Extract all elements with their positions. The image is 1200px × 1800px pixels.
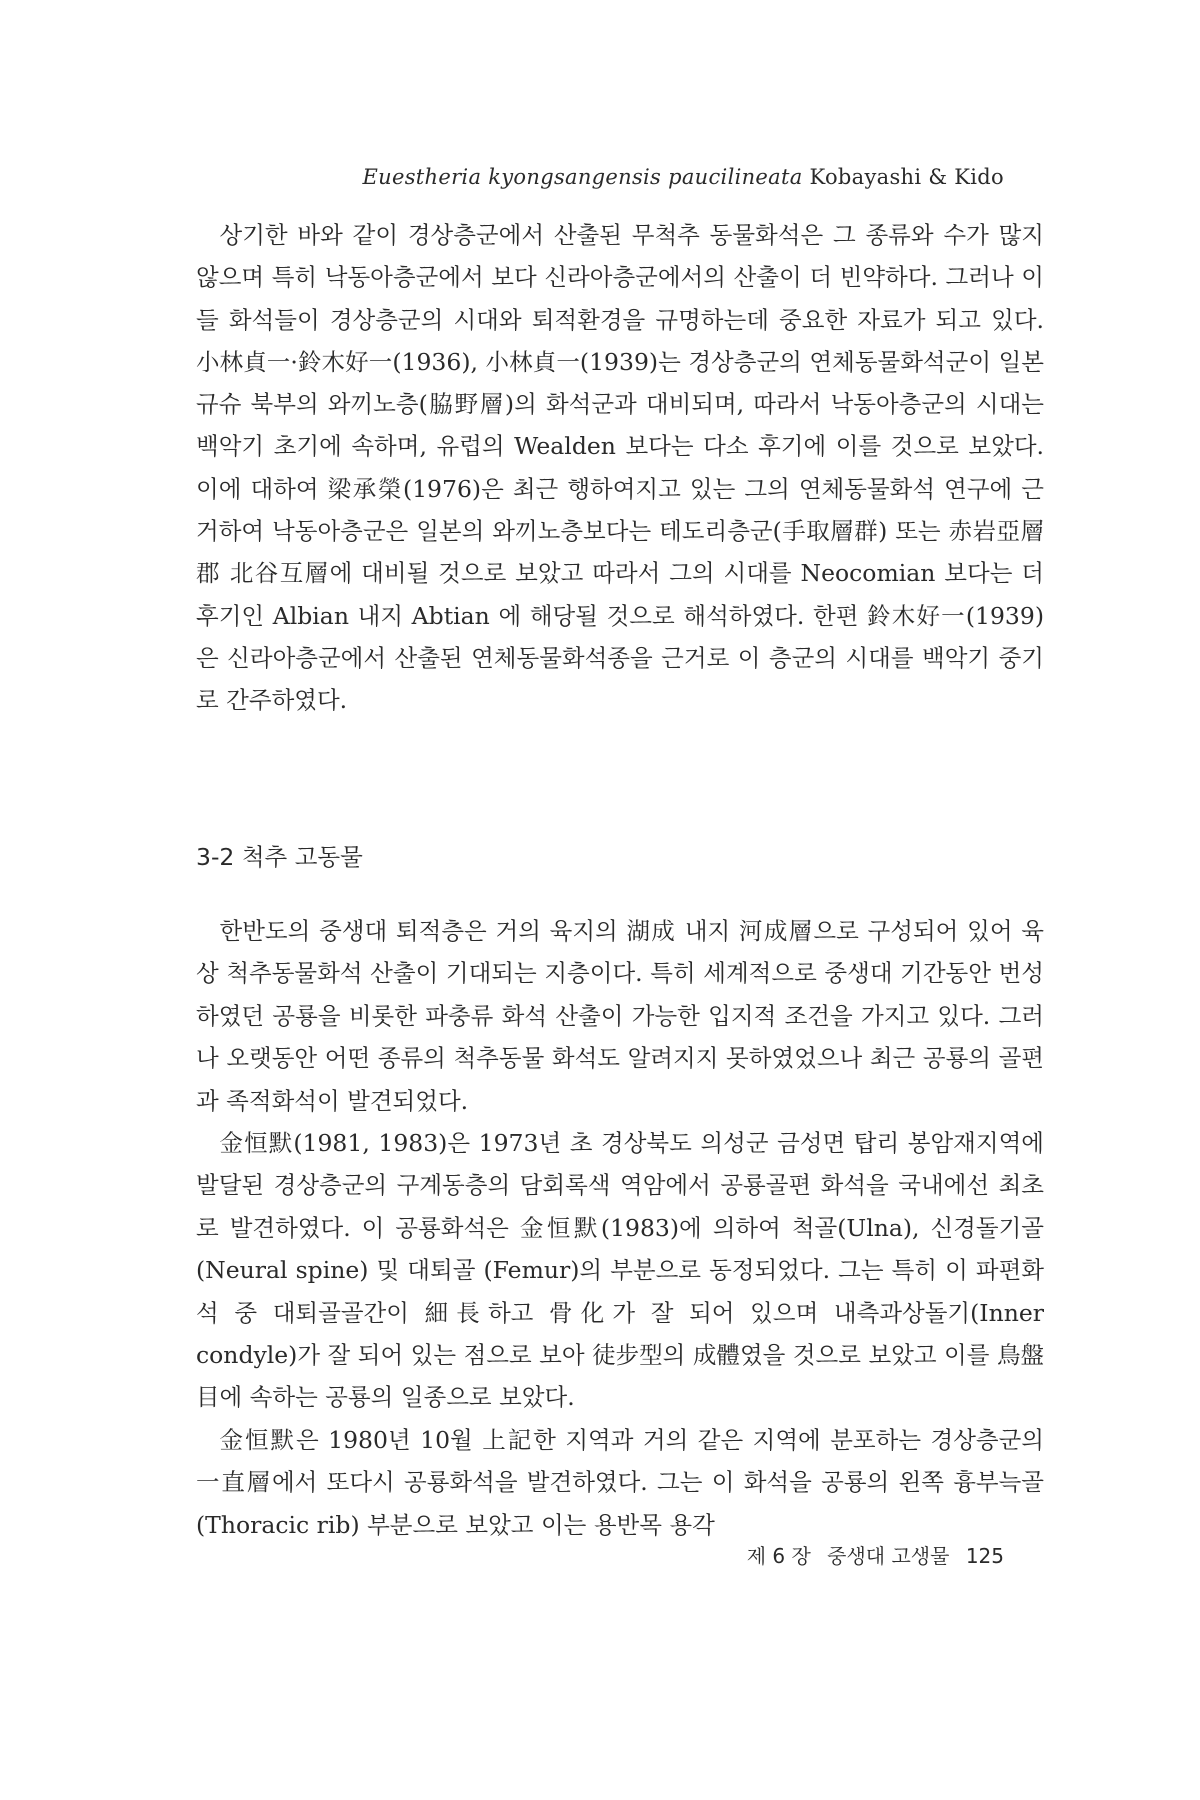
caption-authors: Kobayashi & Kido — [809, 165, 1004, 189]
page-number: 125 — [965, 1544, 1004, 1568]
footer-title: 중생대 고생물 — [827, 1544, 950, 1568]
section-heading: 3-2 척추 고동물 — [196, 843, 363, 871]
paragraph: 金恒默은 1980년 10월 上記한 지역과 거의 같은 지역에 분포하는 경상층군의 一直層에서 또다시 공룡화석을 발견하였다. 그는 이 화석을 공룡의 왼쪽 흉부늑골(Thoracic rib) 부분으로 보았고 이는 용반목 용각 — [196, 1425, 1044, 1539]
paragraph: 金恒默(1981, 1983)은 1973년 초 경상북도 의성군 금성면 탑리 봉암재지역에 발달된 경상층군의 구계동층의 담회록색 역암에서 공룡골편 화석을 국내에선 최초로 발견하였다. 이 공룡화석은 金恒默(1983)에 의하여 척골(Ulna), 신경돌기골(Neural spine) 및 대퇴골 (Femur)의 부분으로 동정되었다. 그는 특히 이 파편화석 중 대퇴골골간이 細長하고 骨化가 잘 되어 있으며 내측과상돌기(Inner condyle)가 잘 되어 있는 점으로 보아 徒步型의 成體였을 것으로 보았고 이를 鳥盤目에 속하는 공룡의 일종으로 보았다. — [196, 1129, 1044, 1412]
caption-taxon: Euestheria kyongsangensis paucilineata — [362, 165, 803, 189]
paragraph: 한반도의 중생대 퇴적층은 거의 육지의 湖成 내지 河成層으로 구성되어 있어 육상 척추동물화석 산출이 기대되는 지층이다. 특히 세계적으로 중생대 기간동안 번성하였던 공룡을 비롯한 파충류 화석 산출이 가능한 입지적 조건을 가지고 있다. 그러나 오랫동안 어떤 종류의 척추동물 화석도 알려지지 못하였었으나 최근 공룡의 골편과 족적화석이 발견되었다. — [196, 917, 1044, 1115]
invertebrate-section — [196, 214, 1044, 722]
footer-chapter: 제 6 장 — [746, 1544, 811, 1568]
figure-caption — [363, 165, 1004, 189]
vertebrate-section — [196, 910, 1044, 1546]
paragraph: 상기한 바와 같이 경상층군에서 산출된 무척추 동물화석은 그 종류와 수가 많지 않으며 특히 낙동아층군에서 보다 신라아층군에서의 산출이 더 빈약하다. 그러나 이들 화석들이 경상층군의 시대와 퇴적환경을 규명하는데 중요한 자료가 되고 있다. 小林貞一·鈴木好一(1936), 小林貞一(1939)는 경상층군의 연체동물화석군이 일본 규슈 북부의 와끼노층(脇野層)의 화석군과 대비되며, 따라서 낙동아층군의 시대는 백악기 초기에 속하며, 유럽의 Wealden 보다는 다소 후기에 이를 것으로 보았다. 이에 대하여 梁承榮(1976)은 최근 행하여지고 있는 그의 연체동물화석 연구에 근거하여 낙동아층군은 일본의 와끼노층보다는 테도리층군(手取層群) 또는 赤岩亞層郡 北谷互層에 대비될 것으로 보았고 따라서 그의 시대를 Neocomian 보다는 더 후기인 Albian 내지 Abtian 에 해당될 것으로 해석하였다. 한편 鈴木好一(1939)은 신라아층군에서 산출된 연체동물화석종을 근거로 이 층군의 시대를 백악기 중기로 간주하였다. — [196, 221, 1044, 715]
page-footer — [737, 1540, 1004, 1569]
